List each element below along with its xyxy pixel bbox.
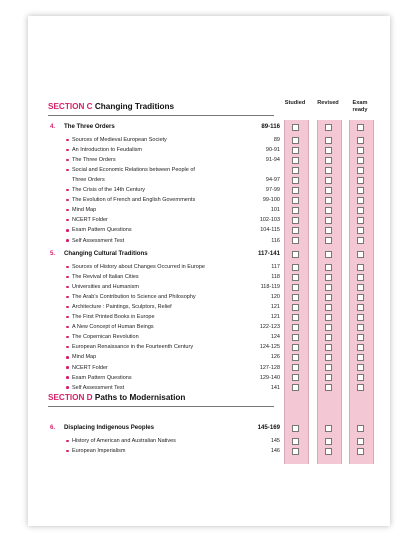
bullet-icon: [66, 169, 69, 172]
revised-checkbox[interactable]: [325, 364, 332, 371]
studied-checkbox[interactable]: [292, 314, 299, 321]
studied-checkbox[interactable]: [292, 304, 299, 311]
topic-title: Exam Pattern Questions: [72, 374, 132, 381]
exam-ready-checkbox[interactable]: [357, 274, 364, 281]
studied-checkbox[interactable]: [292, 237, 299, 244]
exam-ready-checkbox[interactable]: [357, 364, 364, 371]
bullet-icon: [66, 199, 69, 202]
revised-checkbox[interactable]: [325, 448, 332, 455]
revised-checkbox[interactable]: [325, 264, 332, 271]
topic-title: Self Assessment Test: [72, 384, 125, 391]
revised-checkbox[interactable]: [325, 344, 332, 351]
chapter-heading: [50, 424, 280, 435]
studied-checkbox[interactable]: [292, 374, 299, 381]
topic-pages: 126: [270, 354, 280, 361]
studied-checkbox[interactable]: [292, 425, 299, 432]
revised-checkbox[interactable]: [325, 237, 332, 244]
studied-checkbox[interactable]: [292, 197, 299, 204]
topic-pages: 127-128: [259, 364, 280, 371]
topic-title: NCERT Folder: [72, 217, 108, 224]
topic-title: Architecture : Paintings, Sculptors, Relief: [72, 304, 172, 311]
topic-title: The Three Orders: [72, 157, 116, 164]
topic-pages: 91-94: [265, 157, 280, 164]
chapter-heading: [50, 123, 280, 134]
revised-checkbox[interactable]: [325, 384, 332, 391]
topic-pages: 121: [270, 304, 280, 311]
topic-title: Universities and Humanism: [72, 284, 139, 291]
revised-checkbox[interactable]: [325, 207, 332, 214]
topic-title: European Imperialism: [72, 448, 126, 455]
topic-title: History of American and Australian Natives: [72, 438, 176, 444]
topic-pages: 94-97: [265, 177, 280, 184]
exam-ready-checkbox[interactable]: [357, 237, 364, 244]
bullet-icon: [66, 159, 69, 162]
column-header-exam-ready: Exam ready: [352, 100, 368, 113]
exam-ready-checkbox[interactable]: [357, 294, 364, 301]
studied-checkbox[interactable]: [292, 227, 299, 234]
studied-checkbox[interactable]: [292, 344, 299, 351]
exam-ready-checkbox[interactable]: [357, 284, 364, 291]
bullet-icon: [66, 346, 69, 349]
bullet-icon: [66, 326, 69, 329]
studied-checkbox[interactable]: [292, 354, 299, 361]
topic-title: Self Assessment Test: [72, 237, 125, 244]
topic-title: Mind Map: [72, 354, 97, 361]
topic-pages: 122-123: [259, 324, 280, 331]
revised-checkbox[interactable]: [325, 251, 332, 258]
exam-ready-checkbox[interactable]: [357, 227, 364, 234]
revised-checkbox[interactable]: [325, 314, 332, 321]
revised-checkbox[interactable]: [325, 438, 332, 445]
exam-ready-checkbox[interactable]: [357, 251, 364, 258]
revised-checkbox[interactable]: [325, 187, 332, 194]
revised-checkbox[interactable]: [325, 374, 332, 381]
topic-title: The Revival of Italian Cities: [72, 274, 139, 281]
bullet-icon: [66, 306, 69, 309]
chapter-heading: [50, 250, 280, 261]
revised-checkbox[interactable]: [325, 334, 332, 341]
topic-pages: 116: [271, 237, 280, 244]
exam-ready-checkbox[interactable]: [357, 197, 364, 204]
section-prefix: SECTION D: [48, 393, 93, 402]
exam-ready-checkbox[interactable]: [357, 187, 364, 194]
studied-checkbox[interactable]: [292, 124, 299, 131]
topic-pages: 101: [270, 207, 280, 214]
exam-ready-checkbox[interactable]: [357, 354, 364, 361]
chapter-title: The Three Orders: [64, 123, 115, 130]
bullet-icon: [66, 266, 69, 269]
topic-title-continued: Three Orders: [72, 177, 105, 184]
studied-checkbox[interactable]: [292, 187, 299, 194]
bullet-icon: [66, 376, 69, 379]
exam-ready-checkbox[interactable]: [357, 157, 364, 164]
exam-ready-checkbox[interactable]: [357, 334, 364, 341]
topic-pages: 141: [270, 384, 280, 391]
bullet-icon: [66, 296, 69, 299]
bullet-icon: [66, 356, 69, 359]
topic-pages: 120: [270, 294, 280, 301]
bullet-icon: [66, 336, 69, 339]
exam-ready-checkbox[interactable]: [357, 384, 364, 391]
exam-ready-checkbox[interactable]: [357, 344, 364, 351]
chapter-number: 4.: [50, 123, 56, 130]
topic-title: The First Printed Books in Europe: [72, 314, 155, 321]
topic-pages: 102-103: [259, 217, 280, 224]
studied-checkbox[interactable]: [292, 137, 299, 144]
topic-title: The Copernican Revolution: [72, 334, 139, 341]
revised-checkbox[interactable]: [325, 274, 332, 281]
topic-pages: 121: [270, 314, 280, 321]
bullet-icon: [66, 450, 69, 453]
bullet-icon: [66, 139, 69, 142]
revised-checkbox[interactable]: [325, 324, 332, 331]
revised-checkbox[interactable]: [325, 147, 332, 154]
topic-pages: 118-119: [260, 284, 280, 291]
revised-checkbox[interactable]: [325, 197, 332, 204]
exam-ready-checkbox[interactable]: [357, 324, 364, 331]
topic-pages: 104-115: [260, 227, 280, 234]
topic-title: NCERT Folder: [72, 364, 108, 371]
topic-pages: 146: [270, 448, 280, 455]
exam-ready-checkbox[interactable]: [357, 167, 364, 174]
bullet-icon: [66, 189, 69, 192]
topic-title: Mind Map: [72, 207, 97, 214]
studied-checkbox[interactable]: [292, 147, 299, 154]
studied-checkbox[interactable]: [292, 177, 299, 184]
exam-ready-checkbox[interactable]: [357, 177, 364, 184]
revised-checkbox[interactable]: [325, 354, 332, 361]
revised-checkbox[interactable]: [325, 227, 332, 234]
bullet-icon: [66, 366, 69, 369]
studied-checkbox[interactable]: [292, 364, 299, 371]
chapter-pages: 89-116: [261, 123, 280, 130]
studied-checkbox[interactable]: [292, 284, 299, 291]
studied-checkbox[interactable]: [292, 251, 299, 258]
studied-checkbox[interactable]: [292, 167, 299, 174]
section-heading: [48, 102, 174, 111]
section-prefix: SECTION C: [48, 102, 93, 111]
studied-checkbox[interactable]: [292, 438, 299, 445]
topic-title: Social and Economic Relations between People of: [72, 167, 195, 174]
section-title: Changing Traditions: [94, 102, 175, 111]
exam-ready-checkbox[interactable]: [357, 425, 364, 432]
bullet-icon: [66, 219, 69, 222]
studied-checkbox[interactable]: [292, 294, 299, 301]
revised-checkbox[interactable]: [325, 304, 332, 311]
topic-pages: 129-140: [259, 374, 280, 381]
bullet-icon: [66, 286, 69, 289]
revised-checkbox[interactable]: [325, 425, 332, 432]
revised-checkbox[interactable]: [325, 284, 332, 291]
exam-ready-checkbox[interactable]: [357, 207, 364, 214]
topic-title: European Renaissance in the Fourteenth Century: [72, 344, 194, 351]
topic-title: Exam Pattern Questions: [72, 227, 132, 234]
exam-ready-checkbox[interactable]: [357, 137, 364, 144]
studied-checkbox[interactable]: [292, 157, 299, 164]
topic-pages: 145: [270, 438, 280, 444]
chapter-pages: 117-141: [257, 250, 280, 257]
topic-title: An Introduction to Feudalism: [72, 147, 143, 154]
revised-checkbox[interactable]: [325, 137, 332, 144]
exam-ready-checkbox[interactable]: [357, 438, 364, 445]
studied-checkbox[interactable]: [292, 264, 299, 271]
exam-ready-checkbox[interactable]: [357, 314, 364, 321]
exam-ready-checkbox[interactable]: [357, 264, 364, 271]
studied-checkbox[interactable]: [292, 207, 299, 214]
section-divider: [48, 406, 274, 407]
exam-ready-checkbox[interactable]: [357, 124, 364, 131]
exam-ready-checkbox[interactable]: [357, 448, 364, 455]
topic-title: The Evolution of French and English Governments: [72, 197, 196, 204]
topic-title: Sources of History about Changes Occurred in Europe: [72, 264, 205, 270]
studied-checkbox[interactable]: [292, 448, 299, 455]
toc-page: [28, 16, 390, 526]
topic-pages: 124: [270, 334, 280, 341]
studied-checkbox[interactable]: [292, 217, 299, 224]
exam-ready-checkbox[interactable]: [357, 217, 364, 224]
section-heading: [48, 393, 185, 402]
section-divider: [48, 115, 274, 116]
bullet-icon: [66, 209, 69, 212]
column-header-revised: Revised: [317, 100, 339, 106]
topic-pages: 117: [271, 264, 280, 270]
section-title: Paths to Modernisation: [94, 393, 186, 402]
revised-checkbox[interactable]: [325, 177, 332, 184]
bullet-icon: [66, 440, 69, 443]
topic-pages: 90-91: [265, 147, 280, 154]
topic-title: The Arab's Contribution to Science and Philosophy: [72, 294, 196, 301]
revised-checkbox[interactable]: [325, 124, 332, 131]
topic-title: Sources of Medieval European Society: [72, 137, 167, 143]
studied-checkbox[interactable]: [292, 334, 299, 341]
revised-checkbox[interactable]: [325, 167, 332, 174]
chapter-number: 6.: [50, 424, 56, 431]
column-header-studied: Studied: [284, 100, 306, 106]
chapter-pages: 145-169: [257, 424, 280, 431]
topic-pages: 89: [273, 137, 280, 143]
revised-checkbox[interactable]: [325, 157, 332, 164]
topic-pages: 99-100: [262, 197, 280, 204]
topic-pages: 118: [271, 274, 280, 281]
bullet-icon: [66, 229, 69, 232]
topic-pages: 124-125: [259, 344, 280, 351]
chapter-number: 5.: [50, 250, 56, 257]
topic-title: The Crisis of the 14th Century: [72, 187, 146, 194]
studied-checkbox[interactable]: [292, 324, 299, 331]
studied-checkbox[interactable]: [292, 384, 299, 391]
bullet-icon: [66, 149, 69, 152]
topic-pages: 97-99: [265, 187, 280, 194]
bullet-icon: [66, 316, 69, 319]
revised-checkbox[interactable]: [325, 294, 332, 301]
topic-title: A New Concept of Human Beings: [72, 324, 154, 331]
bullet-icon: [66, 239, 69, 242]
bullet-icon: [66, 386, 69, 389]
bullet-icon: [66, 276, 69, 279]
studied-checkbox[interactable]: [292, 274, 299, 281]
chapter-title: Changing Cultural Traditions: [64, 250, 148, 257]
exam-ready-checkbox[interactable]: [357, 147, 364, 154]
exam-ready-checkbox[interactable]: [357, 374, 364, 381]
revised-checkbox[interactable]: [325, 217, 332, 224]
chapter-title: Displacing Indigenous Peoples: [64, 424, 155, 431]
exam-ready-checkbox[interactable]: [357, 304, 364, 311]
